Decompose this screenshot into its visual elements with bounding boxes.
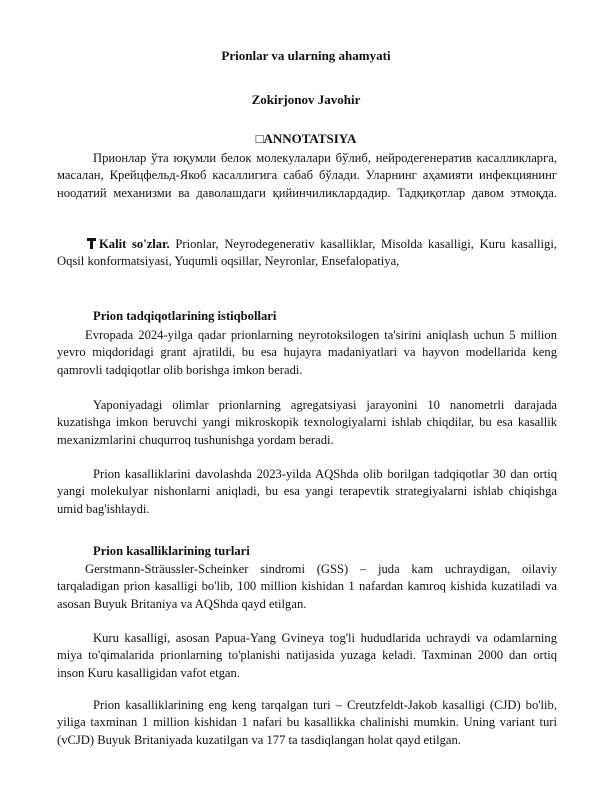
- section1-paragraph-1: Evropada 2024-yilga qadar prionlarning neyrotoksilogen ta'sirini aniqlash uchun 5 million yevro miqdoridagi grant ajratildi, bu esa hujayra madaniyatlari va hayvon modellarida keng qamrovli tadqiqotlar olib borishga imkon beradi.: [57, 328, 557, 377]
- section2-paragraph-3: Prion kasalliklarining eng keng tarqalgan turi – Creutzfeldt-Jakob kasalligi (CJD) bo'lib, yiliga taxminan 1 million kishidan 1 nafari bu kasallikka chalinishi mumkin. Uning variant turi (vCJD) Buyuk Britaniyada kuzatilgan va 177 ta tasdiqlangan holat qayd etilgan.: [57, 698, 557, 747]
- abstract-heading: □ANNOTATSIYA: [255, 131, 357, 146]
- section2-paragraph-1: Gerstmann-Sträussler-Scheinker sindromi (GSS) – juda kam uchraydigan, oilaviy tarqaladigan prion kasalligi bo'lib, 100 million kishidan 1 nafardan kamroq kishida kuzatiladi va asosan Buyuk Britaniya va AQShda qayd etilgan.: [57, 562, 557, 611]
- section-heading-types: Prion kasalliklarining turlari: [93, 544, 250, 558]
- pin-icon: [87, 238, 96, 249]
- abstract-text: Прионлар ўта юқумли белок молекулалари бўлиб, нейродегенератив касалликларга, масалан, Крейцфельд-Якоб касаллигига сабаб бўлади. Уларнинг аҳамияти инфекциянинг ноодатий механизми ва даволашдаги қийинчиликлардадир. Тадқиқотлар давом этмоқда.: [57, 151, 557, 200]
- section2-paragraph-2: Kuru kasalligi, asosan Papua-Yang Gvineya tog'li hududlarida uchraydi va odamlarning miya to'qimalarida prionlarning to'planishi natijasida yuzaga keladi. Taxminan 2000 dan ortiq inson Kuru kasalligidan vafot etgan.: [57, 631, 557, 680]
- paper-author: Zokirjonov Javohir: [251, 92, 361, 107]
- keywords-label: Kalit so'zlar.: [99, 237, 170, 251]
- keywords-block: [57, 236, 557, 271]
- section-heading-prospects: Prion tadqiqotlarining istiqbollari: [93, 309, 277, 323]
- paper-title: Prionlar va ularning ahamyati: [221, 48, 391, 63]
- keywords-text: Prionlar, Neyrodegenerativ kasalliklar, Misolda kasalligi, Kuru kasalligi, Oqsil konformatsiyasi, Yuqumli oqsillar, Neyronlar, Ensefalopatiya,: [57, 237, 557, 269]
- section1-paragraph-3: Prion kasalliklarini davolashda 2023-yilda AQShda olib borilgan tadqiqotlar 30 dan ortiq yangi molekulyar nishonlarni aniqladi, bu esa yangi terapevtik strategiyalarni ishlab chiqishga umid bag'ishlaydi.: [57, 467, 557, 516]
- section1-paragraph-2: Yaponiyadagi olimlar prionlarning agregatsiyasi jarayonini 10 nanometrli darajada kuzatishga imkon beruvchi yangi mikroskopik texnologiyalarni ishlab chiqdilar, bu esa kasallik mexanizmlarini chuqurroq tushunishga yordam beradi.: [57, 398, 557, 447]
